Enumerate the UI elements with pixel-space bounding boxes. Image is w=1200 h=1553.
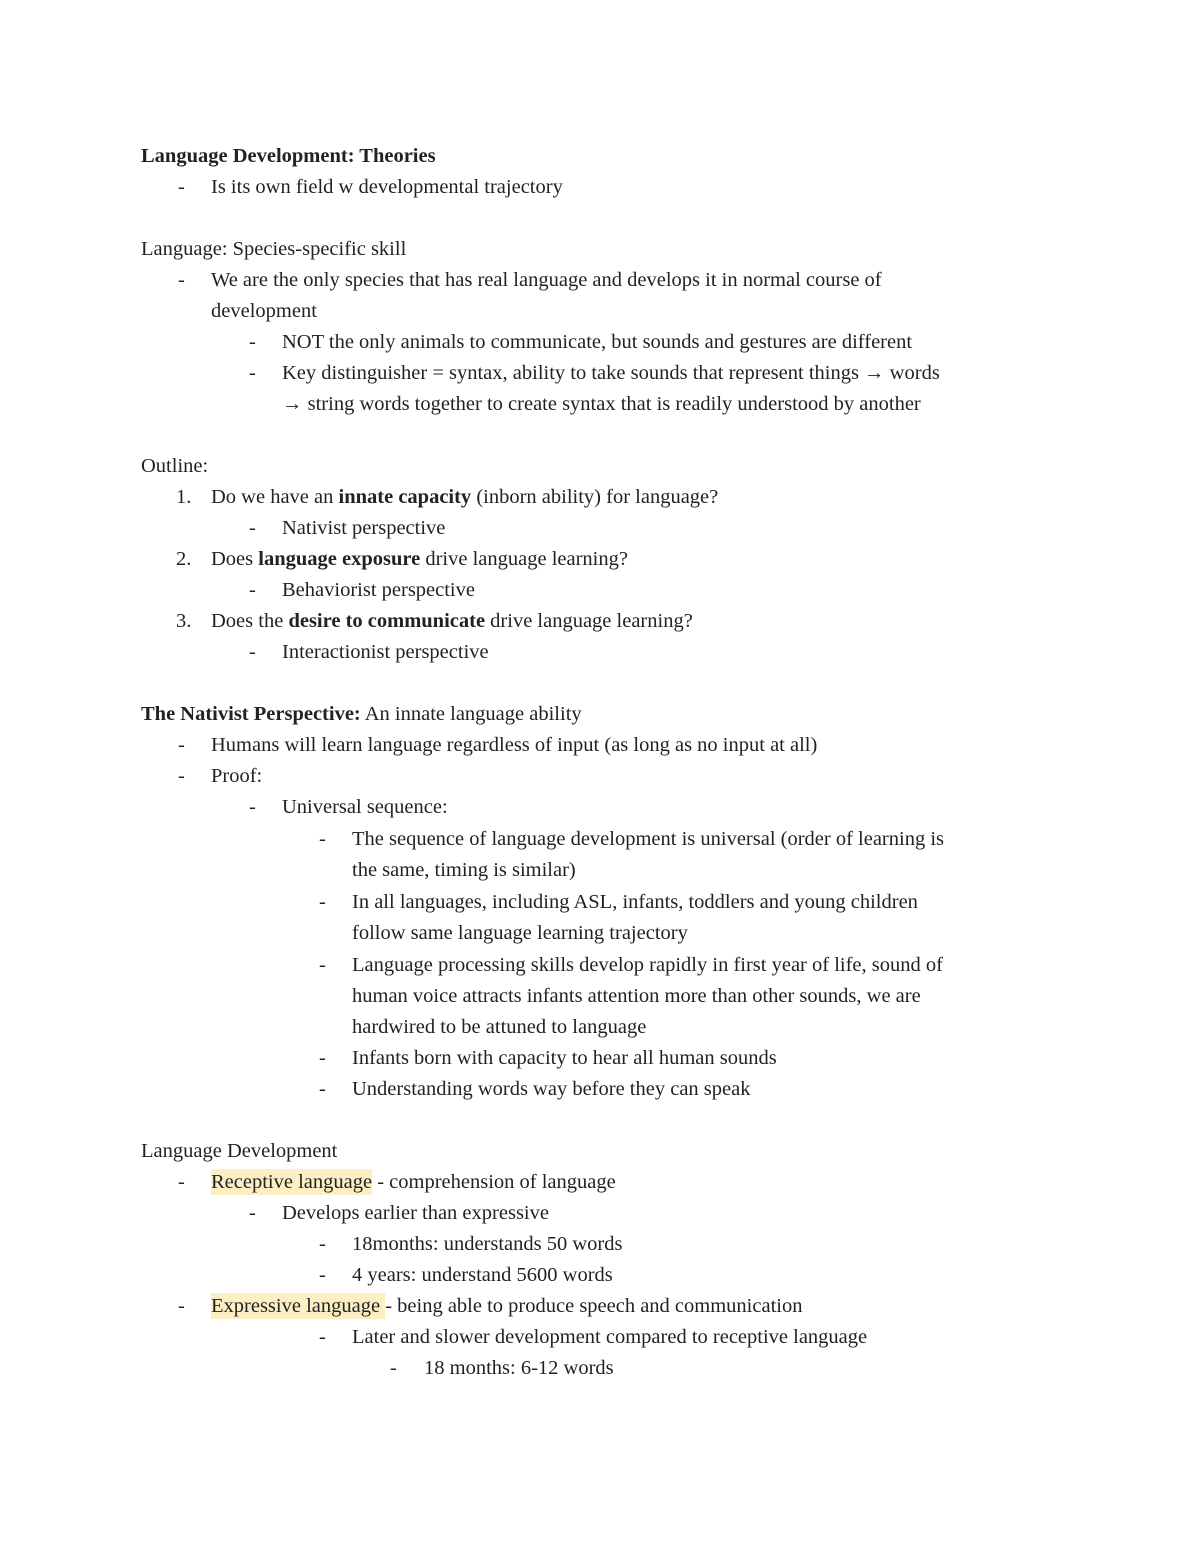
- bullet-dash: -: [319, 828, 326, 850]
- heading-language-development: [0, 1136, 1200, 1167]
- sub-list-item: [0, 575, 1200, 606]
- bullet-dash: -: [319, 1264, 326, 1286]
- numbered-item: [0, 544, 1200, 575]
- bullet-dash: -: [319, 1047, 326, 1069]
- numbered-item: [0, 606, 1200, 637]
- item-text: [211, 482, 718, 513]
- text-run: Do we have an: [211, 486, 339, 508]
- bullet-dash: -: [178, 269, 185, 291]
- sub-sub-list-item: [0, 1043, 1200, 1074]
- bullet-dash: -: [178, 765, 185, 787]
- list-item-text: NOT the only animals to communicate, but sounds and gestures are different: [282, 331, 913, 353]
- list-item: [0, 730, 1200, 761]
- text-run: (inborn ability) for language?: [471, 486, 719, 508]
- list-item-text: hardwired to be attuned to language: [352, 1016, 647, 1038]
- sub-sub-list-item: [0, 887, 1200, 918]
- list-item-text: Humans will learn language regardless of input (as long as no input at all): [211, 734, 818, 756]
- bullet-dash: -: [319, 891, 326, 913]
- bullet-dash: -: [178, 1171, 185, 1193]
- list-item-text: Understanding words way before they can speak: [352, 1078, 751, 1100]
- list-item-continuation: [0, 1012, 1200, 1043]
- item-number: 1.: [176, 486, 192, 508]
- heading-outline: [0, 451, 1200, 482]
- list-item: [0, 761, 1200, 792]
- item-number: 2.: [176, 548, 192, 570]
- bullet-dash: -: [178, 1295, 185, 1317]
- list-item-text: human voice attracts infants attention more than other sounds, we are: [352, 985, 921, 1007]
- sub-list-item: [0, 1198, 1200, 1229]
- bullet-dash: -: [249, 796, 256, 818]
- list-item-text: Universal sequence:: [282, 796, 448, 818]
- bullet-dash: -: [178, 176, 185, 198]
- bullet-dash: -: [319, 1233, 326, 1255]
- list-item-text: Is its own field w developmental trajectory: [211, 176, 563, 198]
- list-item-text: Infants born with capacity to hear all human sounds: [352, 1047, 777, 1069]
- bullet-dash: -: [249, 1202, 256, 1224]
- highlighted-term: Receptive language: [211, 1171, 373, 1193]
- list-item: [0, 172, 1200, 203]
- sub-sub-list-item: [0, 824, 1200, 855]
- list-item-continuation: [0, 855, 1200, 886]
- sub-sub-list-item: [0, 950, 1200, 981]
- bullet-dash: -: [249, 362, 256, 384]
- bullet-dash: -: [249, 579, 256, 601]
- list-item-text: the same, timing is similar): [352, 859, 576, 881]
- text-run: Does the: [211, 610, 289, 632]
- list-item-continuation: [0, 918, 1200, 949]
- list-item-text: Language processing skills develop rapidly in first year of life, sound of: [352, 954, 943, 976]
- list-item-text: In all languages, including ASL, infants, toddlers and young children: [352, 891, 918, 913]
- list-item-text: development: [211, 300, 317, 322]
- list-item-text: Key distinguisher = syntax, ability to take sounds that represent things → words: [282, 362, 940, 384]
- heading-species-specific: [0, 234, 1200, 265]
- sub-sub-list-item: [0, 1229, 1200, 1260]
- heading-theories: [0, 141, 1200, 172]
- list-item-text: The sequence of language development is universal (order of learning is: [352, 828, 945, 850]
- list-item-continuation: [0, 981, 1200, 1012]
- list-item-text: follow same language learning trajectory: [352, 922, 688, 944]
- sub-sub-list-item: [0, 1074, 1200, 1105]
- list-item-text: Proof:: [211, 765, 263, 787]
- heading-text: Outline:: [141, 455, 209, 477]
- bold-term: desire to communicate: [288, 610, 486, 632]
- text-run: Does: [211, 548, 259, 570]
- heading-bold-text: The Nativist Perspective:: [141, 703, 361, 725]
- list-item-text: 18 months: 6-12 words: [424, 1357, 614, 1379]
- bullet-dash: -: [249, 641, 256, 663]
- item-number: 3.: [176, 610, 192, 632]
- numbered-item: [0, 482, 1200, 513]
- list-item-text: Nativist perspective: [282, 517, 446, 539]
- highlighted-term: Expressive language: [211, 1295, 386, 1317]
- definition-text: - comprehension of language: [372, 1171, 616, 1193]
- list-item-continuation: [0, 296, 1200, 327]
- sub-list-item: [0, 358, 1200, 389]
- list-item-text: Develops earlier than expressive: [282, 1202, 549, 1224]
- list-item-text: Behaviorist perspective: [282, 579, 475, 601]
- sub-list-item: [0, 327, 1200, 358]
- heading-text: An innate language ability: [360, 703, 582, 725]
- text-run: drive language learning?: [420, 548, 628, 570]
- list-item-text: Interactionist perspective: [282, 641, 489, 663]
- list-item: [0, 1167, 1200, 1198]
- list-item-text: 4 years: understand 5600 words: [352, 1264, 613, 1286]
- list-item-text: Later and slower development compared to receptive language: [352, 1326, 868, 1348]
- sub-list-item: [0, 513, 1200, 544]
- bullet-dash: -: [319, 1078, 326, 1100]
- item-text: [211, 544, 628, 575]
- bullet-dash: -: [178, 734, 185, 756]
- bullet-dash: -: [249, 331, 256, 353]
- heading-nativist: [0, 699, 1200, 730]
- list-item-continuation: [0, 389, 1200, 420]
- item-text: [211, 606, 693, 637]
- sub-sub-sub-list-item: [0, 1353, 1200, 1384]
- list-item-text: We are the only species that has real language and develops it in normal course of: [211, 269, 882, 291]
- bold-term: innate capacity: [338, 486, 472, 508]
- heading-text: Language Development: [141, 1140, 338, 1162]
- bullet-dash: -: [319, 1326, 326, 1348]
- text-run: drive language learning?: [485, 610, 693, 632]
- list-item-text: → string words together to create syntax that is readily understood by another: [282, 393, 921, 415]
- list-item-text: 18months: understands 50 words: [352, 1233, 623, 1255]
- heading-text: Language Development: Theories: [141, 145, 436, 167]
- list-item: [0, 1291, 1200, 1322]
- sub-sub-list-item: [0, 1260, 1200, 1291]
- bullet-dash: -: [319, 954, 326, 976]
- bullet-dash: -: [390, 1357, 397, 1379]
- sub-list-item: [0, 792, 1200, 823]
- bullet-dash: -: [249, 517, 256, 539]
- definition-text: - being able to produce speech and communication: [385, 1295, 803, 1317]
- sub-sub-list-item: [0, 1322, 1200, 1353]
- sub-list-item: [0, 637, 1200, 668]
- list-item: [0, 265, 1200, 296]
- heading-text: Language: Species-specific skill: [141, 238, 407, 260]
- bold-term: language exposure: [258, 548, 421, 570]
